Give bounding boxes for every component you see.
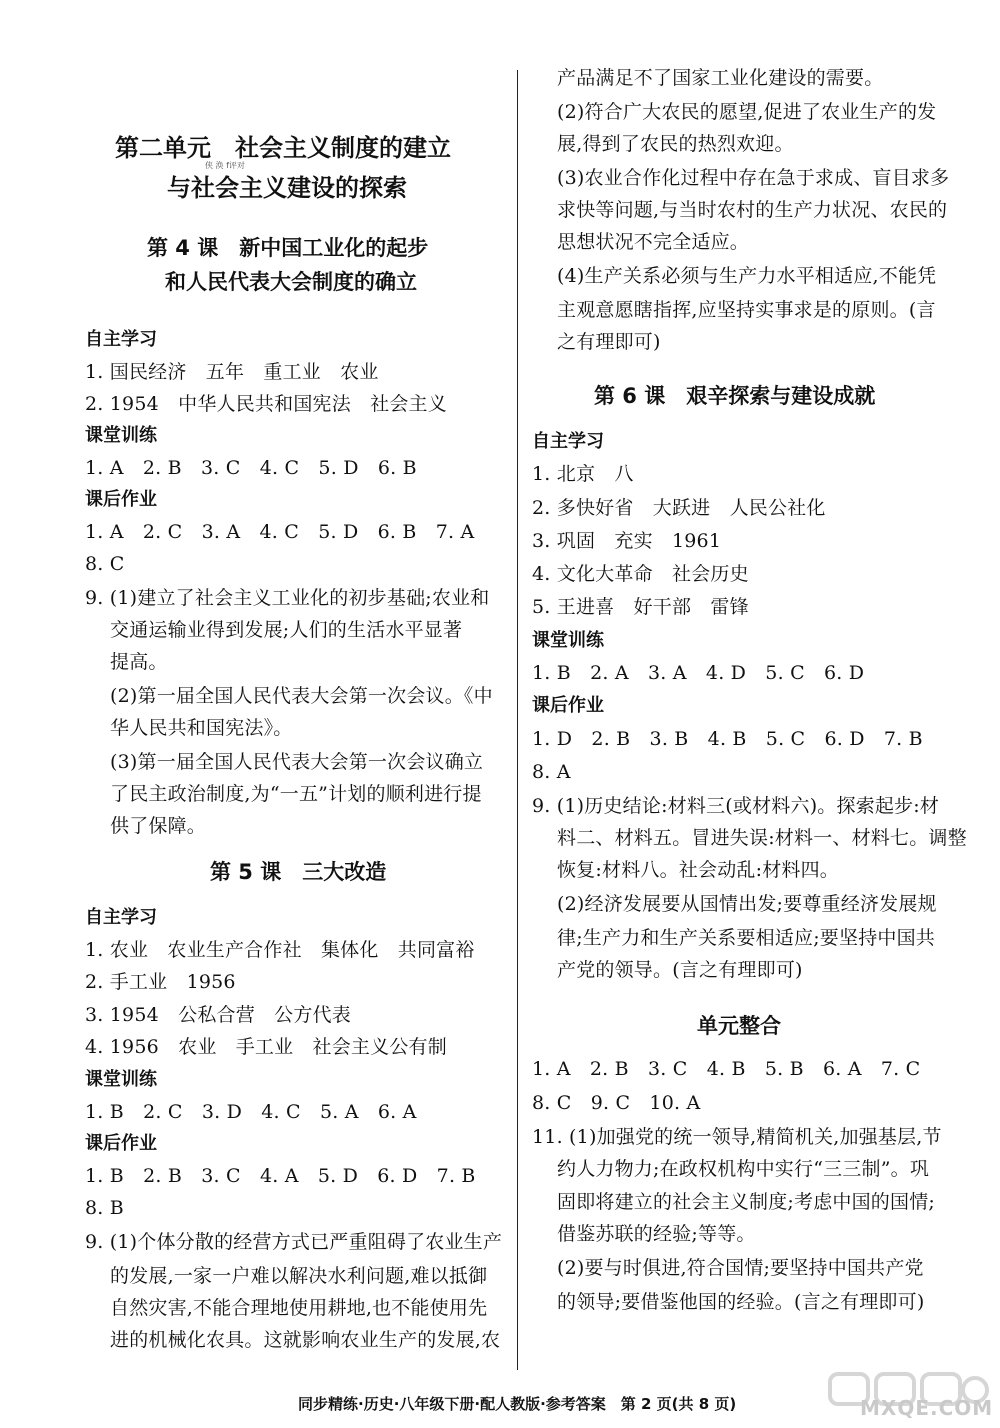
- lesson5-title: 第 5 课 三大改造: [210, 860, 387, 884]
- l6-homework-answers-1: 1. D 2. B 3. B 4. B 5. C 6. D 7. B: [532, 728, 923, 750]
- stamp-mark: 侠 涣 f评对: [205, 161, 245, 170]
- watermark-text: MXQE.COM: [860, 1396, 994, 1420]
- us-answers-2: 8. C 9. C 10. A: [532, 1092, 701, 1114]
- l5-q9-line-4: 进的机械化农具。这就影响农业生产的发展,农: [110, 1329, 501, 1351]
- l4-homework-heading: 课后作业: [85, 489, 157, 510]
- l5-self-study-2: 2. 手工业 1956: [85, 971, 236, 993]
- l4-homework-answers-2: 8. C: [85, 553, 125, 575]
- r-continued-line-6: 思想状况不完全适应。: [557, 231, 750, 253]
- l4-self-study-2: 2. 1954 中华人民共和国宪法 社会主义: [85, 393, 447, 415]
- l6-q9-line-1: 9. (1)历史结论:材料三(或材料六)。探索起步:材: [532, 795, 940, 817]
- l5-self-study-heading: 自主学习: [85, 907, 157, 928]
- l6-self-study-5: 5. 王进喜 好干部 雷锋: [532, 596, 749, 618]
- us-answers-1: 1. A 2. B 3. C 4. B 5. B 6. A 7. C: [532, 1058, 921, 1080]
- l5-homework-answers-2: 8. B: [85, 1197, 124, 1219]
- l5-q9-line-3: 自然灾害,不能合理地使用耕地,也不能使用先: [110, 1297, 488, 1319]
- r-continued-line-9: 之有理即可): [557, 331, 661, 353]
- us-q11-line-2: 约人力物力;在政权机构中实行“三三制”。巩: [557, 1158, 930, 1180]
- l4-homework-answers-1: 1. A 2. C 3. A 4. C 5. D 6. B 7. A: [85, 521, 475, 543]
- page-footer: 同步精练·历史·八年级下册·配人教版·参考答案 第 2 页(共 8 页): [298, 1395, 737, 1413]
- us-q11-line-1: 11. (1)加强党的统一领导,精简机关,加强基层,节: [532, 1126, 942, 1148]
- r-continued-line-8: 主观意愿瞎指挥,应坚持实事求是的原则。(言: [557, 299, 936, 321]
- l5-classroom-heading: 课堂训练: [85, 1069, 157, 1090]
- l4-q9-line-1: 9. (1)建立了社会主义工业化的初步基础;农业和: [85, 587, 490, 609]
- us-q11-line-3: 固即将建立的社会主义制度;考虑中国的国情;: [557, 1191, 936, 1213]
- l4-q9-line-5: 华人民共和国宪法》。: [110, 717, 293, 739]
- l6-q9-line-5: 律;生产力和生产关系要相适应;要坚持中国共: [557, 927, 936, 949]
- r-continued-line-2: (2)符合广大农民的愿望,促进了农业生产的发: [557, 101, 937, 123]
- unit-summary-title: 单元整合: [697, 1014, 781, 1038]
- l5-homework-answers-1: 1. B 2. B 3. C 4. A 5. D 6. D 7. B: [85, 1165, 476, 1187]
- l6-self-study-heading: 自主学习: [532, 431, 604, 452]
- l4-q9-line-3: 提高。: [110, 651, 168, 673]
- l4-self-study-1: 1. 国民经济 五年 重工业 农业: [85, 361, 379, 383]
- us-q11-line-5: (2)要与时俱进,符合国情;要坚持中国共产党: [557, 1257, 924, 1279]
- unit-title-line-2: 与社会主义建设的探索: [167, 174, 407, 202]
- l4-q9-line-8: 供了保障。: [110, 815, 207, 837]
- l6-classroom-heading: 课堂训练: [532, 630, 604, 651]
- l6-self-study-4: 4. 文化大革命 社会历史: [532, 563, 749, 585]
- l6-homework-heading: 课后作业: [532, 695, 604, 716]
- lesson4-title-line-1: 第 4 课 新中国工业化的起步: [147, 236, 429, 260]
- lesson4-title-line-2: 和人民代表大会制度的确立: [165, 270, 417, 294]
- r-continued-line-7: (4)生产关系必须与生产力水平相适应,不能凭: [557, 265, 937, 287]
- us-q11-line-6: 的领导;要借鉴他国的经验。(言之有理即可): [557, 1291, 925, 1313]
- l4-q9-line-6: (3)第一届全国人民代表大会第一次会议确立: [110, 751, 484, 773]
- r-continued-line-3: 展,得到了农民的热烈欢迎。: [557, 133, 794, 155]
- l6-self-study-3: 3. 巩固 充实 1961: [532, 530, 722, 552]
- l5-self-study-3: 3. 1954 公私合营 公方代表: [85, 1004, 351, 1026]
- l6-homework-answers-2: 8. A: [532, 761, 571, 783]
- l6-q9-line-2: 料二、材料五。冒进失误:材料一、材料七。调整: [557, 827, 967, 849]
- unit-title-line-1: 第二单元 社会主义制度的建立: [115, 134, 451, 162]
- r-continued-line-5: 求快等问题,与当时农村的生产力状况、农民的: [557, 199, 948, 221]
- l6-q9-line-3: 恢复:材料八。社会动乱:材料四。: [557, 859, 840, 881]
- lesson6-title: 第 6 课 艰辛探索与建设成就: [594, 384, 876, 408]
- l6-self-study-1: 1. 北京 八: [532, 463, 634, 485]
- l6-q9-line-6: 产党的领导。(言之有理即可): [557, 959, 803, 981]
- l5-self-study-1: 1. 农业 农业生产合作社 集体化 共同富裕: [85, 939, 475, 961]
- l5-q9-line-2: 的发展,一家一户难以解决水利问题,难以抵御: [110, 1265, 488, 1287]
- r-continued-line-1: 产品满足不了国家工业化建设的需要。: [557, 67, 884, 89]
- l4-q9-line-2: 交通运输业得到发展;人们的生活水平显著: [110, 619, 463, 641]
- l4-classroom-heading: 课堂训练: [85, 425, 157, 446]
- l5-classroom-answers: 1. B 2. C 3. D 4. C 5. A 6. A: [85, 1101, 417, 1123]
- l4-q9-line-7: 了民主政治制度,为“一五”计划的顺利进行提: [110, 783, 482, 805]
- us-q11-line-4: 借鉴苏联的经验;等等。: [557, 1223, 756, 1245]
- l4-self-study-heading: 自主学习: [85, 329, 157, 350]
- l5-q9-line-1: 9. (1)个体分散的经营方式已严重阻碍了农业生产: [85, 1231, 503, 1253]
- l5-homework-heading: 课后作业: [85, 1133, 157, 1154]
- column-divider: [517, 70, 518, 1370]
- l4-q9-line-4: (2)第一届全国人民代表大会第一次会议。《中: [110, 685, 493, 707]
- l6-classroom-answers: 1. B 2. A 3. A 4. D 5. C 6. D: [532, 662, 865, 684]
- l5-self-study-4: 4. 1956 农业 手工业 社会主义公有制: [85, 1036, 447, 1058]
- r-continued-line-4: (3)农业合作化过程中存在急于求成、盲目求多: [557, 167, 950, 189]
- l6-self-study-2: 2. 多快好省 大跃进 人民公社化: [532, 497, 826, 519]
- l4-classroom-answers: 1. A 2. B 3. C 4. C 5. D 6. B: [85, 457, 417, 479]
- l6-q9-line-4: (2)经济发展要从国情出发;要尊重经济发展规: [557, 893, 937, 915]
